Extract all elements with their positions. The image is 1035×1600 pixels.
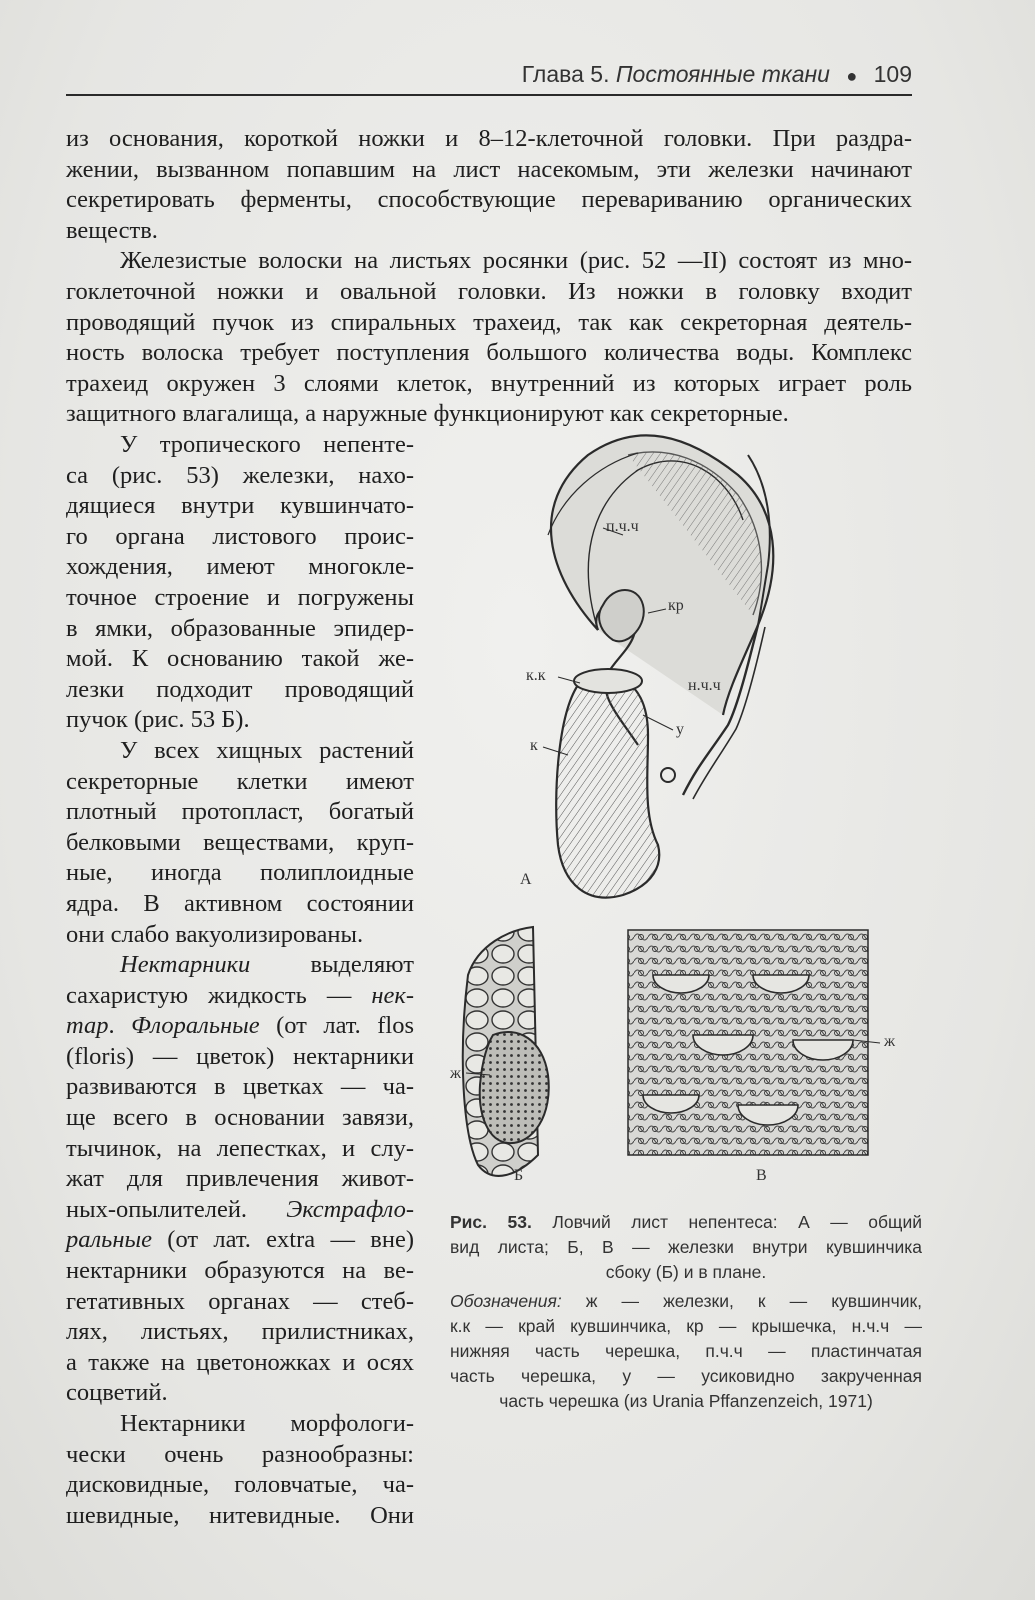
full-width-text [66, 124, 912, 430]
text-line: лях, листьях, прилистниках, [66, 1318, 414, 1346]
text-line: плотный протопласт, богатый [66, 798, 414, 826]
caption-main [450, 1210, 922, 1285]
text-fragment: (от лат. extra — вне) [151, 1226, 414, 1254]
term-floral: Флоральные [131, 1012, 260, 1040]
chapter-title: Постоянные ткани [615, 61, 830, 87]
text-line: дисковидные, головчатые, ча- [66, 1471, 414, 1499]
text-line: веществ. [66, 216, 158, 244]
caption-line [450, 1289, 922, 1314]
text-line: трахеид окружен 3 слоями клеток, внутренний из которых играет роль [66, 369, 912, 397]
text-line: жат для привлечения живот- [66, 1165, 414, 1193]
figure-part-v [628, 930, 880, 1155]
text-line: а также на цветоножках и осях [66, 1348, 414, 1376]
text-line: пучок (рис. 53 Б). [66, 706, 250, 734]
label-k: к [530, 737, 538, 754]
text-line [66, 1195, 414, 1226]
text-line: са (рис. 53) железки, нахо- [66, 461, 414, 489]
figure-part-b [463, 927, 549, 1176]
text-line: секретировать ферменты, способствующие перевариванию органических [66, 186, 912, 214]
chapter-label: Глава 5. [521, 61, 610, 87]
caption-line: часть черешка, у — усиковидно закрученная [450, 1366, 922, 1386]
paragraph-5 [66, 950, 414, 1409]
text-line: дящиеся внутри кувшинчато- [66, 492, 414, 520]
page-number: 109 [873, 61, 912, 87]
text-line: проводящий пучок из спиральных трахеид, так как секреторная деятель- [66, 308, 912, 336]
text-line: У тропического непенте- [120, 431, 414, 458]
text-fragment: ж — железки, к — кувшинчик, [561, 1291, 922, 1311]
text-line: защитного влагалища, а наружные функционируют как секреторные. [66, 400, 789, 428]
text-fragment: Ловчий лист непентеса: А — общий [531, 1212, 922, 1232]
header-bullet: ● [846, 66, 858, 86]
text-line [66, 1225, 414, 1256]
paragraph-2 [66, 246, 912, 430]
paragraph-1 [66, 124, 912, 246]
term-extrafloral: Экстрафло- [286, 1195, 414, 1223]
label-zh-b: ж [450, 1065, 462, 1082]
figure-illustration [438, 415, 928, 1205]
text-line: Нектарники морфологи- [120, 1410, 414, 1437]
label-a: А [520, 871, 532, 888]
text-line: ность волоска требует поступления большого количества воды. Комплекс [66, 339, 912, 367]
caption-line: сбоку (Б) и в плане. [605, 1262, 767, 1282]
text-line: лезки подходит проводящий [66, 675, 414, 703]
caption-line: нижняя часть черешка, п.ч.ч — пластинчатая [450, 1341, 922, 1361]
running-header [66, 58, 912, 96]
paragraph-3 [66, 430, 414, 736]
caption-line: к.к — край кувшинчика, кр — крышечка, н.ч.ч — [450, 1316, 922, 1336]
text-line [66, 950, 414, 981]
label-zh-v: ж [884, 1033, 896, 1050]
text-line: Железистые волоски на листьях росянки (рис. 52 —II) состоят из мно- [120, 247, 912, 275]
label-v: В [756, 1167, 767, 1184]
header-line [522, 61, 912, 88]
text-line: ще всего в основании завязи, [66, 1104, 414, 1132]
left-column-text [66, 430, 414, 1531]
term-nectar: нек- [371, 981, 414, 1009]
text-line: мой. К основанию такой же- [66, 645, 414, 673]
figure-number: Рис. 53. [450, 1212, 532, 1232]
text-line: белковыми веществами, круп- [66, 828, 414, 856]
term-extrafloral-end: ральные [66, 1226, 152, 1254]
text-line: (floris) — цветок) нектарники [66, 1042, 414, 1070]
term-nectar-end: тар [66, 1012, 109, 1040]
caption-legend [450, 1289, 922, 1414]
text-line [66, 1011, 414, 1042]
text-line: ядра. В активном состоянии [66, 889, 414, 917]
text-line: жении, вызванном попавшим на лист насекомым, эти железки начинают [66, 155, 912, 183]
text-line: из основания, короткой ножки и 8–12-клеточной головки. При раздра- [66, 125, 912, 152]
label-nchch: н.ч.ч [688, 677, 721, 694]
text-line: У всех хищных растений [120, 736, 414, 764]
text-line: шевидные, нитевидные. Они [66, 1501, 414, 1529]
text-fragment: сахаристую жидкость — [66, 981, 372, 1009]
text-fragment: выделяют [250, 951, 414, 979]
figure-part-a [543, 435, 773, 897]
text-line: ные, иногда полиплоидные [66, 859, 414, 887]
paragraph-6 [66, 1409, 414, 1531]
text-line [66, 981, 414, 1012]
text-line: гоклеточной ножки и овальной головки. Из ножки в головку входит [66, 277, 912, 305]
text-fragment: . [108, 1012, 132, 1040]
text-line: нектарники образуются на ве- [66, 1257, 414, 1285]
text-line: чески очень разнообразны: [66, 1440, 414, 1468]
text-line: точное строение и погружены [66, 583, 414, 611]
text-line: гетативных органах — стеб- [66, 1287, 414, 1315]
label-u: у [676, 721, 684, 738]
figure-53 [438, 415, 928, 1205]
text-fragment: ных-опылителей. [66, 1195, 287, 1223]
text-line: соцветий. [66, 1379, 168, 1407]
paragraph-4 [66, 736, 414, 950]
label-pchch: п.ч.ч [606, 518, 639, 535]
text-line: секреторные клетки имеют [66, 767, 414, 795]
text-line: хождения, имеют многокле- [66, 553, 414, 581]
label-kk: к.к [526, 667, 546, 684]
text-line: развиваются в цветках — ча- [66, 1073, 414, 1101]
label-kr: кр [668, 597, 684, 614]
text-line: в ямки, образованные эпидер- [66, 614, 414, 642]
caption-line: часть черешка (из Urania Pffanzenzeich, 1971) [499, 1391, 873, 1411]
term-nectaries: Нектарники [120, 951, 251, 979]
text-line: они слабо вакуолизированы. [66, 920, 364, 948]
figure-caption [450, 1210, 922, 1414]
text-fragment: (от лат. flos [259, 1012, 415, 1040]
text-line: тычинок, на лепестках, и слу- [66, 1134, 414, 1162]
legend-title: Обозначения: [450, 1291, 562, 1311]
label-b: Б [514, 1167, 524, 1184]
caption-line: вид листа; Б, В — железки внутри кувшинчика [450, 1237, 922, 1257]
text-line: го органа листового проис- [66, 522, 414, 550]
caption-line [450, 1210, 922, 1235]
